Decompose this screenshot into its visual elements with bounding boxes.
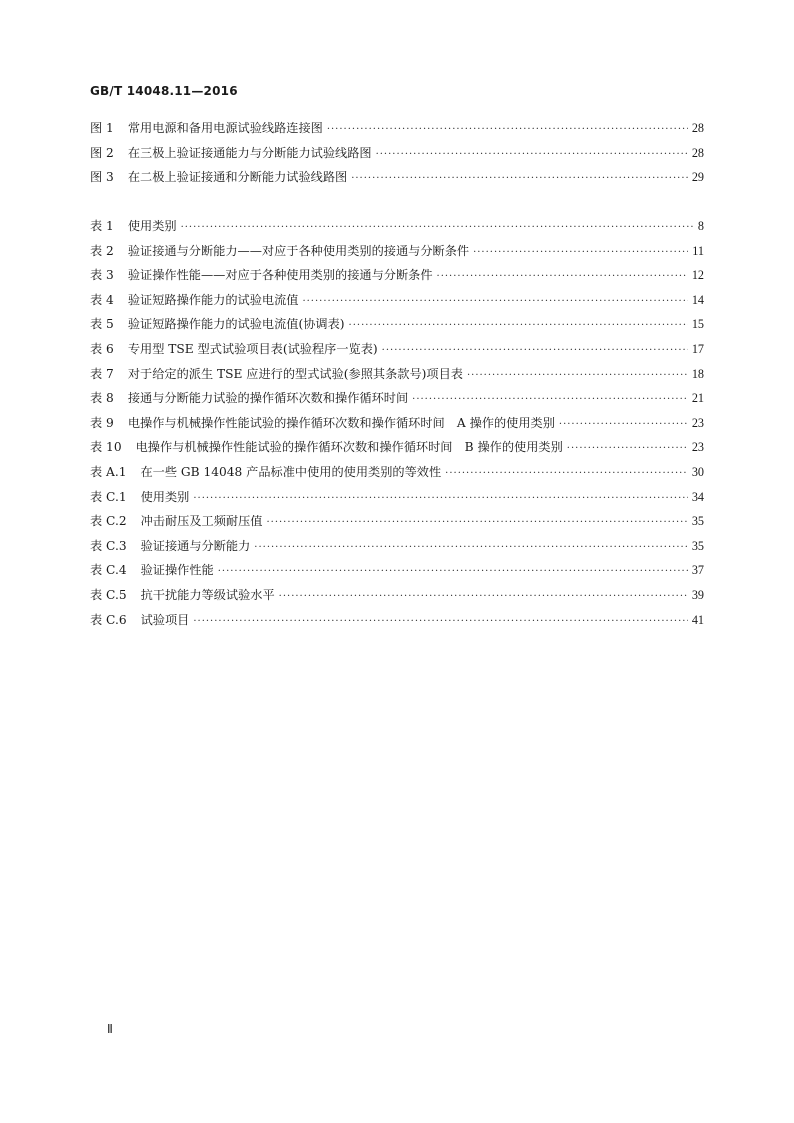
toc-entry-label: 表 7 xyxy=(90,366,114,381)
figure-toc-entry[interactable] xyxy=(90,119,704,144)
dot-leader xyxy=(302,296,687,307)
toc-entry-title: 使用类别 xyxy=(140,489,190,504)
table-toc-entry[interactable] xyxy=(90,463,704,488)
toc-entry-title: 在二极上验证接通和分断能力试验线路图 xyxy=(127,170,348,185)
toc-entry-label: 表 C.4 xyxy=(90,563,127,578)
toc-entry-label: 图 2 xyxy=(90,145,114,160)
dot-leader xyxy=(327,124,688,135)
toc-entry-title: 验证操作性能 xyxy=(140,563,214,578)
table-toc-entry[interactable] xyxy=(90,414,704,439)
toc-entry-page-number: 23 xyxy=(691,415,704,430)
toc-entry-label: 表 9 xyxy=(90,415,114,430)
table-toc-entry[interactable] xyxy=(90,438,704,463)
dot-leader xyxy=(181,222,694,233)
dot-leader xyxy=(473,247,688,258)
table-toc-entry[interactable] xyxy=(90,389,704,414)
toc-entry-title: 在三极上验证接通能力与分断能力试验线路图 xyxy=(127,145,372,160)
toc-entry-title: 电操作与机械操作性能试验的操作循环次数和操作循环时间 B 操作的使用类别 xyxy=(135,440,563,455)
dot-leader xyxy=(351,173,688,184)
toc-entry-label: 表 C.6 xyxy=(90,612,127,627)
page-number-footer: Ⅱ xyxy=(107,1022,113,1036)
table-toc-entry[interactable] xyxy=(90,291,704,316)
dot-leader xyxy=(382,345,688,356)
table-toc-entry[interactable] xyxy=(90,217,704,242)
list-of-tables xyxy=(90,217,704,635)
toc-entry-page-number: 39 xyxy=(691,587,704,602)
toc-entry-page-number: 23 xyxy=(691,440,704,455)
toc-entry-label: 表 8 xyxy=(90,391,114,406)
toc-entry-label: 表 2 xyxy=(90,243,114,258)
toc-entry-page-number: 29 xyxy=(691,170,704,185)
toc-entry-page-number: 14 xyxy=(691,292,704,307)
toc-entry-title: 验证短路操作能力的试验电流值 xyxy=(127,292,299,307)
toc-entry-label: 表 6 xyxy=(90,341,114,356)
dot-leader xyxy=(559,419,688,430)
toc-entry-title: 在一些 GB 14048 产品标准中使用的使用类别的等效性 xyxy=(140,464,442,479)
dot-leader xyxy=(349,320,688,331)
toc-entry-page-number: 17 xyxy=(691,341,704,356)
table-toc-entry[interactable] xyxy=(90,315,704,340)
toc-entry-title: 电操作与机械操作性能试验的操作循环次数和操作循环时间 A 操作的使用类别 xyxy=(127,415,555,430)
toc-entry-page-number: 34 xyxy=(691,489,704,504)
dot-leader xyxy=(218,566,688,577)
table-toc-entry[interactable] xyxy=(90,340,704,365)
toc-entry-page-number: 11 xyxy=(692,243,704,258)
toc-entry-page-number: 15 xyxy=(691,317,704,332)
toc-entry-title: 验证操作性能——对应于各种使用类别的接通与分断条件 xyxy=(127,268,433,283)
toc-entry-label: 表 5 xyxy=(90,317,114,332)
toc-entry-page-number: 12 xyxy=(691,268,704,283)
toc-entry-title: 常用电源和备用电源试验线路连接图 xyxy=(127,121,323,135)
table-toc-entry[interactable] xyxy=(90,365,704,390)
toc-entry-title: 试验项目 xyxy=(140,612,190,627)
table-toc-entry[interactable] xyxy=(90,537,704,562)
toc-entry-label: 表 A.1 xyxy=(90,464,127,479)
table-toc-entry[interactable] xyxy=(90,512,704,537)
toc-entry-label: 表 10 xyxy=(90,440,122,455)
dot-leader xyxy=(193,616,687,627)
toc-entry-label: 表 C.5 xyxy=(90,587,127,602)
toc-entry-label: 表 4 xyxy=(90,292,114,307)
toc-entry-title: 接通与分断能力试验的操作循环次数和操作循环时间 xyxy=(127,391,409,406)
toc-entry-label: 图 1 xyxy=(90,121,114,135)
toc-entry-label: 表 C.1 xyxy=(90,489,127,504)
table-toc-entry[interactable] xyxy=(90,561,704,586)
table-toc-entry[interactable] xyxy=(90,611,704,636)
toc-entry-page-number: 28 xyxy=(691,145,704,160)
toc-entry-label: 表 C.3 xyxy=(90,538,127,553)
toc-entry-page-number: 35 xyxy=(691,538,704,553)
toc-entry-label: 表 1 xyxy=(90,219,114,233)
toc-entry-label: 图 3 xyxy=(90,170,114,185)
table-toc-entry[interactable] xyxy=(90,488,704,513)
dot-leader xyxy=(412,394,688,405)
toc-entry-title: 专用型 TSE 型式试验项目表(试验程序一览表) xyxy=(127,341,378,356)
toc-entry-title: 冲击耐压及工频耐压值 xyxy=(140,514,263,529)
figure-toc-entry[interactable] xyxy=(90,144,704,169)
list-of-figures xyxy=(90,119,704,193)
toc-entry-page-number: 21 xyxy=(691,391,704,406)
toc-entry-title: 验证短路操作能力的试验电流值(协调表) xyxy=(127,317,345,332)
toc-entry-page-number: 41 xyxy=(691,612,704,627)
table-toc-entry[interactable] xyxy=(90,242,704,267)
toc-entry-title: 验证接通与分断能力 xyxy=(140,538,251,553)
toc-entry-page-number: 18 xyxy=(691,366,704,381)
dot-leader xyxy=(254,542,688,553)
dot-leader xyxy=(376,149,688,160)
dot-leader xyxy=(266,517,687,528)
toc-entry-page-number: 37 xyxy=(691,563,704,578)
toc-entry-title: 对于给定的派生 TSE 应进行的型式试验(参照其条款号)项目表 xyxy=(127,366,463,381)
toc-entry-page-number: 8 xyxy=(697,219,704,233)
toc-entry-page-number: 28 xyxy=(691,121,704,135)
toc-entry-page-number: 30 xyxy=(691,464,704,479)
dot-leader xyxy=(279,591,688,602)
dot-leader xyxy=(567,443,688,454)
dot-leader xyxy=(193,493,687,504)
dot-leader xyxy=(437,271,688,282)
dot-leader xyxy=(445,468,688,479)
toc-entry-title: 使用类别 xyxy=(127,219,177,233)
dot-leader xyxy=(467,370,688,381)
toc-entry-title: 抗干扰能力等级试验水平 xyxy=(140,587,275,602)
table-toc-entry[interactable] xyxy=(90,586,704,611)
standard-number-header: GB/T 14048.11—2016 xyxy=(90,84,238,98)
toc-entry-label: 表 C.2 xyxy=(90,514,127,529)
toc-entry-page-number: 35 xyxy=(691,514,704,529)
toc-entry-title: 验证接通与分断能力——对应于各种使用类别的接通与分断条件 xyxy=(127,243,470,258)
figure-toc-entry[interactable] xyxy=(90,168,704,193)
table-toc-entry[interactable] xyxy=(90,266,704,291)
toc-entry-label: 表 3 xyxy=(90,268,114,283)
